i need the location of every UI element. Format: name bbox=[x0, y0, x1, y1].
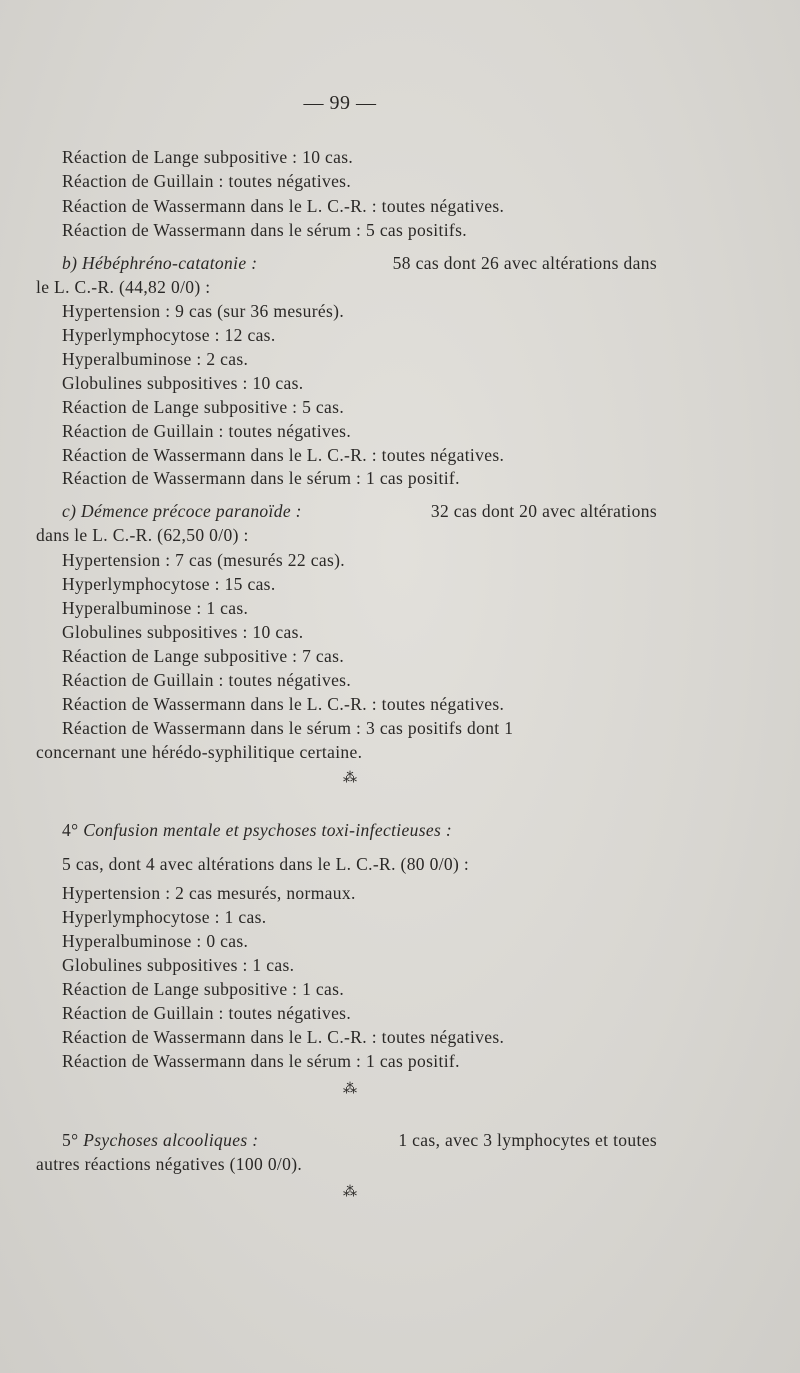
section-4-title: Confusion mentale et psychoses toxi-infectieuses : bbox=[83, 820, 453, 840]
section-5-cont: autres réactions négatives (100 0/0). bbox=[36, 1154, 303, 1174]
text-line: Réaction de Lange subpositive : 5 cas. bbox=[62, 397, 345, 417]
text-line: Réaction de Wassermann dans le sérum : 3 cas positifs dont 1 bbox=[62, 718, 514, 738]
text-line: Globulines subpositives : 10 cas. bbox=[62, 622, 304, 642]
section-5-rest: 1 cas, avec 3 lymphocytes et toutes bbox=[398, 1130, 657, 1150]
text-line: Réaction de Wassermann dans le sérum : 1 cas positif. bbox=[62, 1051, 460, 1071]
text-line: Hypertension : 7 cas (mesurés 22 cas). bbox=[62, 550, 346, 570]
text-line: Globulines subpositives : 1 cas. bbox=[62, 955, 295, 975]
text-line: Réaction de Lange subpositive : 10 cas. bbox=[62, 147, 354, 167]
text-line: Réaction de Wassermann dans le sérum : 1 cas positif. bbox=[62, 468, 460, 488]
text-line: Réaction de Wassermann dans le L. C.-R. : toutes négatives. bbox=[62, 694, 505, 714]
text-line: Réaction de Guillain : toutes négatives. bbox=[62, 670, 352, 690]
text-line: Globulines subpositives : 10 cas. bbox=[62, 373, 304, 393]
text-line: Hyperlymphocytose : 15 cas. bbox=[62, 574, 276, 594]
section-4-number: 4° bbox=[62, 820, 79, 840]
text-line: Hypertension : 2 cas mesurés, normaux. bbox=[62, 883, 356, 903]
section-5-intro bbox=[62, 1129, 657, 1151]
section-c-intro-rest: 32 cas dont 20 avec altérations bbox=[430, 501, 657, 521]
asterism: ⁂ bbox=[343, 771, 357, 786]
text-line: Réaction de Wassermann dans le sérum : 5 cas positifs. bbox=[62, 220, 467, 240]
text-line: Hyperlymphocytose : 12 cas. bbox=[62, 325, 276, 345]
section-b-intro-cont: le L. C.-R. (44,82 0/0) : bbox=[36, 277, 211, 297]
asterism: ⁂ bbox=[343, 1185, 357, 1200]
text-line: Hyperalbuminose : 1 cas. bbox=[62, 598, 249, 618]
section-5-title: Psychoses alcooliques : bbox=[83, 1130, 259, 1150]
section-c-intro-cont: dans le L. C.-R. (62,50 0/0) : bbox=[36, 525, 249, 545]
section-c-title: Démence précoce paranoïde : bbox=[81, 501, 302, 521]
text-line: Hyperalbuminose : 2 cas. bbox=[62, 349, 249, 369]
text-line: Réaction de Wassermann dans le L. C.-R. : toutes négatives. bbox=[62, 196, 505, 216]
text-line: Réaction de Guillain : toutes négatives. bbox=[62, 171, 352, 191]
text-line: Hyperlymphocytose : 1 cas. bbox=[62, 907, 267, 927]
text-line: Réaction de Lange subpositive : 1 cas. bbox=[62, 979, 345, 999]
section-b-label: b) bbox=[62, 253, 78, 273]
section-b-intro bbox=[62, 252, 657, 274]
section-c-intro bbox=[62, 500, 657, 522]
asterism: ⁂ bbox=[343, 1082, 357, 1097]
text-line: Hypertension : 9 cas (sur 36 mesurés). bbox=[62, 301, 345, 321]
section-5-number: 5° bbox=[62, 1130, 79, 1150]
text-line: concernant une hérédo-syphilitique certaine. bbox=[36, 742, 363, 762]
text-line: Réaction de Wassermann dans le L. C.-R. : toutes négatives. bbox=[62, 445, 505, 465]
section-b-intro-rest: 58 cas dont 26 avec altérations dans bbox=[392, 253, 657, 273]
section-b-title: Hébéphréno-catatonie : bbox=[82, 253, 258, 273]
section-4-intro: 5 cas, dont 4 avec altérations dans le L. C.-R. (80 0/0) : bbox=[62, 854, 470, 874]
text-line: Réaction de Guillain : toutes négatives. bbox=[62, 421, 352, 441]
page-number: — 99 — bbox=[303, 92, 377, 114]
text-line: Réaction de Guillain : toutes négatives. bbox=[62, 1003, 352, 1023]
text-line: Réaction de Wassermann dans le L. C.-R. : toutes négatives. bbox=[62, 1027, 505, 1047]
text-line: Hyperalbuminose : 0 cas. bbox=[62, 931, 249, 951]
section-4-heading bbox=[62, 819, 452, 841]
section-c-label: c) bbox=[62, 501, 77, 521]
text-line: Réaction de Lange subpositive : 7 cas. bbox=[62, 646, 345, 666]
